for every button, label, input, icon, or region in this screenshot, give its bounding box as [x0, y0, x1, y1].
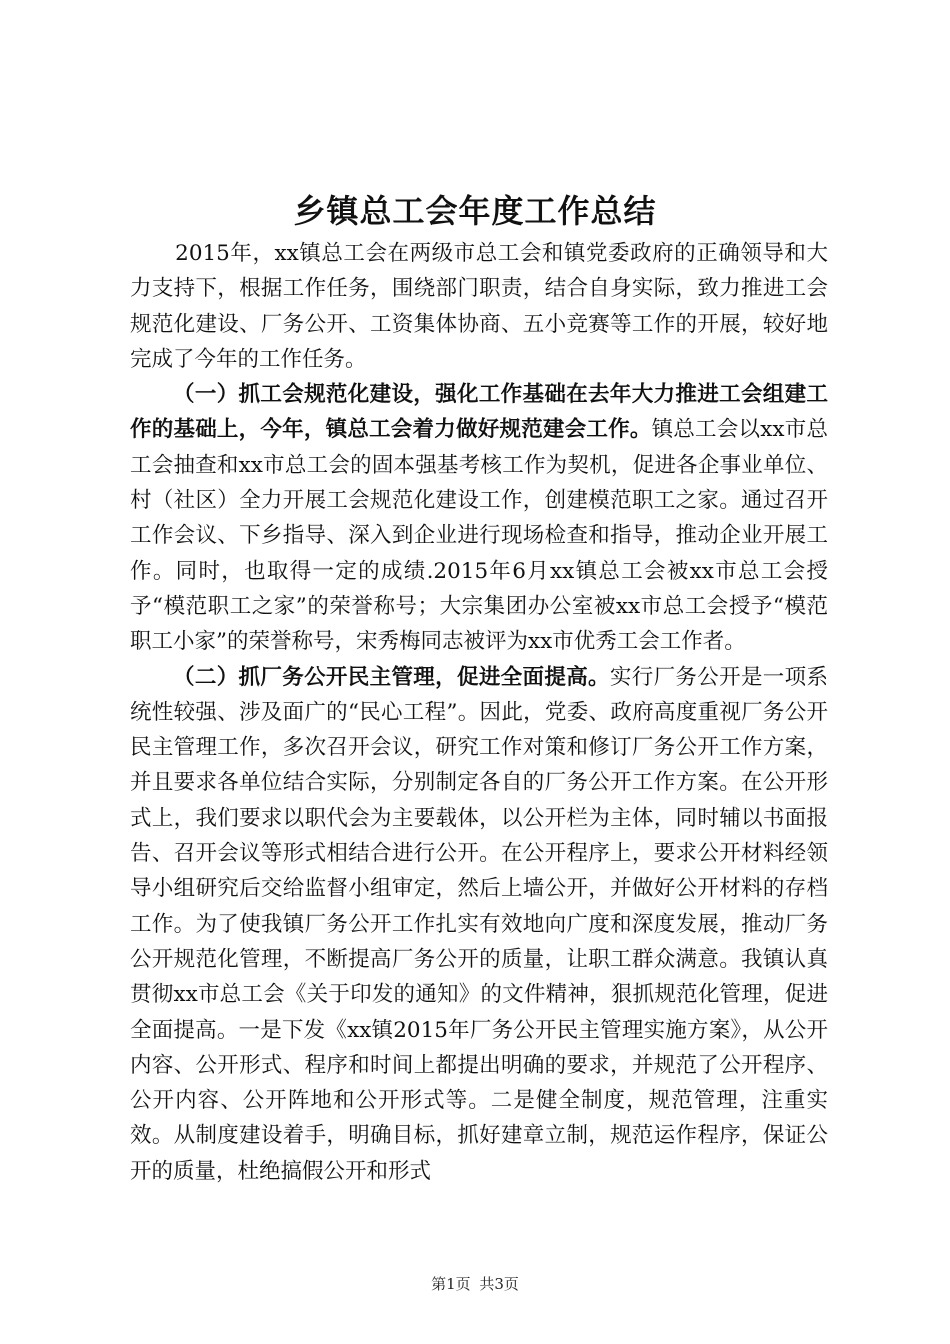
page-number: 第1页: [431, 1275, 471, 1293]
paragraph-text: 镇总工会以xx市总工会抽查和xx市总工会的固本强基考核工作为契机，促进各企事业单位、村（社区）全力开展工会规范化建设工作，创建模范职工之家。通过召开工作会议、下乡指导、深入到企业进行现场检查和指导，推动企业开展工作。同时，也取得一定的成绩.2015年6月xx镇总工会被xx市总工会授予“模范职工之家”的荣誉称号；大宗集团办公室被xx市总工会授予“模范职工小家”的荣誉称号，宋秀梅同志被评为xx市优秀工会工作者。: [130, 417, 828, 655]
paragraph-section-2: [130, 660, 828, 1189]
section-heading-1: （一）抓工会规范化建设，强化工作基础在去年大力推进工会组建工作的基础上，今年，镇总工会着力做好规范建会工作。: [130, 382, 828, 443]
page-footer: [0, 1273, 950, 1294]
paragraph-text: 实行厂务公开是一项系统性较强、涉及面广的“民心工程”。因此，党委、政府高度重视厂务公开民主管理工作，多次召开会议，研究工作对策和修订厂务公开工作方案，并且要求各单位结合实际，分别制定各自的厂务公开工作方案。在公开形式上，我们要求以职代会为主要载体，以公开栏为主体，同时辅以书面报告、召开会议等形式相结合进行公开。在公开程序上，要求公开材料经领导小组研究后交给监督小组审定，然后上墙公开，并做好公开材料的存档工作。为了使我镇厂务公开工作扎实有效地向广度和深度发展，推动厂务公开规范化管理，不断提高厂务公开的质量，让职工群众满意。我镇认真贯彻xx市总工会《关于印发的通知》的文件精神，狠抓规范化管理，促进全面提高。一是下发《xx镇2015年厂务公开民主管理实施方案》，从公开内容、公开形式、程序和时间上都提出明确的要求，并规范了公开程序、公开内容、公开阵地和公开形式等。二是健全制度，规范管理，注重实效。从制度建设着手，明确目标，抓好建章立制，规范运作程序，保证公开的质量，杜绝搞假公开和形式: [130, 664, 828, 1184]
document-title: 乡镇总工会年度工作总结: [293, 192, 657, 230]
paragraph-text: 2015年，xx镇总工会在两级市总工会和镇党委政府的正确领导和大力支持下，根据工作任务，围绕部门职责，结合自身实际，致力推进工会规范化建设、厂务公开、工资集体协商、五小竞赛等工作的开展，较好地完成了今年的工作任务。: [130, 241, 828, 372]
paragraph-section-1: [130, 377, 828, 659]
page-total: 共3页: [479, 1275, 519, 1293]
document-body: [130, 236, 828, 1189]
section-heading-2: （二）抓厂务公开民主管理，促进全面提高。: [173, 664, 610, 690]
paragraph-intro: [130, 236, 828, 377]
